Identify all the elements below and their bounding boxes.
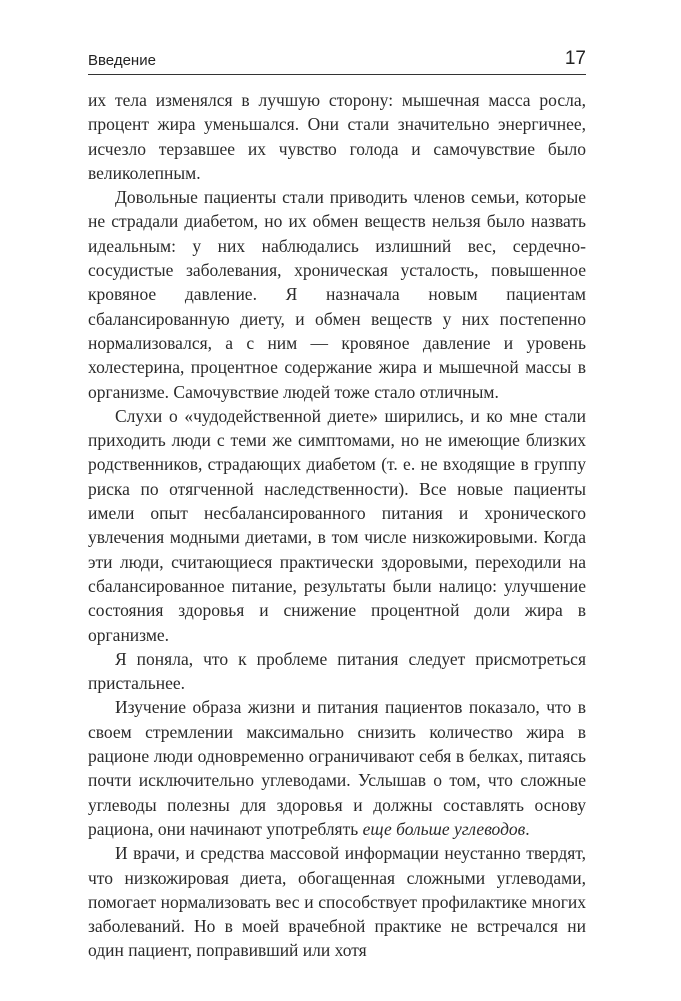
paragraph-tail: . bbox=[525, 818, 530, 839]
page-number: 17 bbox=[564, 48, 586, 69]
section-title: Введение bbox=[88, 52, 156, 69]
paragraph: их тела изменялся в лучшую сторону: мышечная масса росла, процент жира уменьшался. Они стали значительно энергичнее, исчезло терзавшее их чувство голода и самочувствие было великолепным. bbox=[88, 90, 586, 183]
emphasis-text: еще больше углеводов bbox=[362, 818, 526, 839]
body-text bbox=[88, 88, 586, 963]
paragraph: Довольные пациенты стали приводить членов семьи, которые не страдали диабетом, но их обмен веществ нельзя было назвать идеальным: у них наблюдались излишний вес, сердечно-сосудистые заболевания, хроническая усталость, повышенное кровяное давление. Я назначала новым пациентам сбалансированную диету, и обмен веществ у них постепенно нормализовался, а с ним — кровяное давление и уровень холестерина, процентное содержание жира и мышечной массы в организме. Самочувствие людей тоже стало отличным. bbox=[88, 187, 586, 402]
book-page bbox=[88, 40, 586, 963]
paragraph: Слухи о «чудодейственной диете» ширились, и ко мне стали приходить люди с теми же симптомами, но не имеющие близких родственников, страдающих диабетом (т. е. не входящие в группу риска по отягченной наследственности). Все новые пациенты имели опыт несбалансированного питания и хронического увлечения модными диетами, в том числе низкожировыми. Когда эти люди, считающиеся практически здоровыми, переходили на сбалансированное питание, результаты были налицо: улучшение состояния здоровья и снижение процентной доли жира в организме. bbox=[88, 405, 586, 645]
paragraph-text: Изучение образа жизни и питания пациентов показало, что в своем стремлении максимально снизить количество жира в рационе люди одновременно ограничивают себя в белках, питаясь почти исключительно углеводами. Услышав о том, что сложные углеводы полезны для здоровья и должны составлять основу рациона, они начинают употреблять bbox=[88, 697, 586, 839]
running-header bbox=[88, 40, 586, 75]
paragraph: И врачи, и средства массовой информации неустанно твердят, что низкожировая диета, обогащенная сложными углеводами, помогает нормализовать вес и способствует профилактике многих заболеваний. Но в моей врачебной практике не встречался ни один пациент, поправивший или хотя bbox=[88, 843, 586, 961]
paragraph: Я поняла, что к проблеме питания следует присмотреться пристальнее. bbox=[88, 648, 586, 694]
paragraph bbox=[88, 695, 586, 841]
